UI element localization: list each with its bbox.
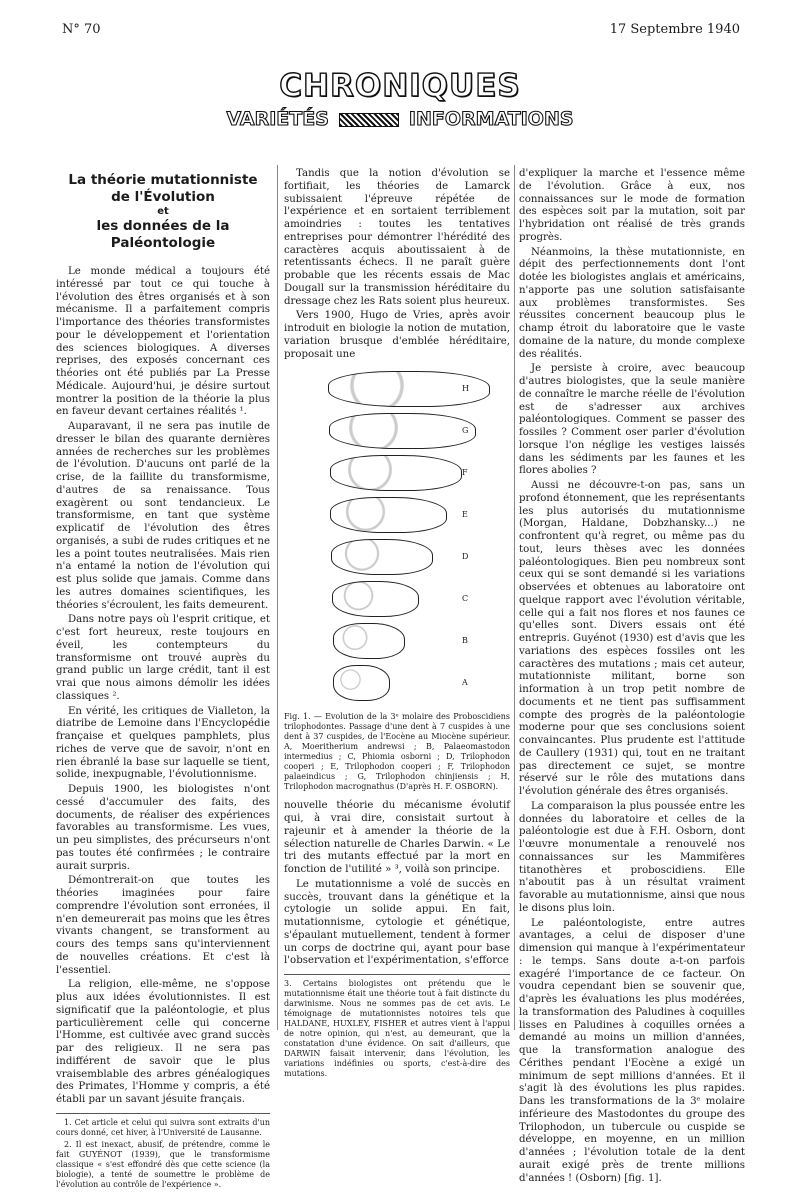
issue-number: N° 70 xyxy=(62,22,101,37)
masthead-subtitle xyxy=(0,108,800,130)
paragraph: La comparaison la plus poussée entre les données du laboratoire et celles de la paléontologie est due à F.H. Osborn, dont l'œuvre monumentale a renouvelé nos connaissances sur les Mammifères titanothères et proboscidiens. Elle n'aboutit pas à un résultat vraiment favorable au mutationnisme, ainsi que nous le disons plus loin. xyxy=(519,800,745,914)
figure-molars xyxy=(284,363,510,708)
paragraph: En vérité, les critiques de Vialleton, la diatribe de Lemoine dans l'Encyclopédie française et quelques pamphlets, plus riches de verve que de savoir, n'ont en rien ébranlé la base sur laquelle se tient, solide, inexpugnable, l'évolutionnisme. xyxy=(56,705,270,781)
paragraph: Démontrerait-on que toutes les théories imaginées pour faire comprendre l'évolution sont erronées, il n'en demeurerait pas moins que les êtres vivants changent, se transforment au cours des temps sans qu'interviennent de nouvelles créations. Et c'est là l'essentiel. xyxy=(56,875,270,976)
paragraph: Le monde médical a toujours été intéressé par tout ce qui touche à l'évolution des êtres organisés et à son mécanisme. Il a parfaitement compris l'importance des théories transformistes pour le développement et l'orientation des sciences biologiques. A diverses reprises, des exposés concernant ces théories ont été publiés par La Presse Médicale. Aujourd'hui, je désire surtout montrer la position de la théorie la plus en faveur devant certaines réalités ¹. xyxy=(56,266,270,418)
masthead-title: CHRONIQUES xyxy=(279,68,521,104)
molar-drawing xyxy=(330,497,447,533)
figure-letter: F xyxy=(462,468,468,478)
paragraph: Dans notre pays où l'esprit critique, et c'est fort heureux, reste toujours en éveil, les contempteurs du transformisme ont trouvé auprès du grand public un large crédit, tant il est vrai que nous aimons démolir les idées classiques ². xyxy=(56,614,270,702)
paragraph: La religion, elle-même, ne s'oppose plus aux idées évolutionnistes. Il est significatif que la paléontologie, et plus particulièrement celle qui concerne l'Homme, est cultivée avec grand succès par des religieux. Il ne sera pas indifférent de savoir que le plus vraisemblable des arbres généalogiques des Primates, l'Homme y compris, a été établi par un savant jésuite français. xyxy=(56,979,270,1105)
title-line-2: de l'Évolution xyxy=(111,189,215,205)
figure-letter: E xyxy=(462,510,468,520)
figure-letter: G xyxy=(462,426,469,436)
figure-letter: A xyxy=(462,678,468,688)
footnotes xyxy=(56,1113,270,1190)
figure-letter: C xyxy=(462,594,469,604)
column-rule xyxy=(277,165,278,1030)
title-line-1: La théorie mutationniste xyxy=(68,172,258,188)
column-1 xyxy=(56,172,270,1192)
figure-letter: D xyxy=(462,552,469,562)
figure-letter: B xyxy=(462,636,468,646)
paragraph: Aussi ne découvre-t-on pas, sans un profond étonnement, que les représentants les plus autorisés du mutationnisme (Morgan, Haldane, Dobzhansky...) ne confrontent qu'à regret, ou même pas du tout, leurs thèses avec les données paléontologiques. Bien peu nombreux sont ceux qui se sont demandé si les variations observées et obtenues au laboratoire ont quelque rapport avec l'évolution véritable, celle qui a fait nos flores et nos faunes ce qu'elles sont. Divers essais ont été entrepris. Guyénot (1930) est d'avis que les variations des espèces fossiles ont les caractères des mutations ; mais cet auteur, mutationniste militant, borne son information à un trop petit nombre de documents et ne tient pas suffisamment compte des progrès de la paléontologie moderne pour que ses conclusions soient convaincantes. Plus prudente est l'attitude de Caullery (1931) qui, tout en ne traitant pas directement ce sujet, se montre réservé sur le rôle des mutations dans l'évolution générale des êtres organisés. xyxy=(519,480,745,797)
molar-drawing xyxy=(333,623,405,659)
paragraph: Depuis 1900, les biologistes n'ont cessé d'accumuler des faits, des documents, de réaliser des expériences favorables au transformisme. Les vues, un peu simplistes, des précurseurs n'ont pas toutes été confirmées ; le contraire aurait surpris. xyxy=(56,784,270,872)
issue-date: 17 Septembre 1940 xyxy=(609,22,740,37)
column-rule xyxy=(514,165,515,1030)
figure-letter: H xyxy=(462,384,469,394)
masthead-varietes: VARIÉTÉS xyxy=(226,108,329,130)
ornament-separator xyxy=(339,113,399,127)
paragraph: Le mutationnisme a volé de succès en succès, trouvant dans la génétique et la cytologie un solide appui. En fait, mutationnisme, cytologie et génétique, s'épaulant mutuellement, tendent à former un corps de doctrine qui, ayant pour base l'observation et l'expérimentation, s'efforce xyxy=(284,878,510,967)
masthead-informations: INFORMATIONS xyxy=(408,108,574,130)
title-et: et xyxy=(157,206,169,217)
figure-caption: Fig. 1. — Evolution de la 3ᵉ molaire des Proboscidiens trilophodontes. Passage d'une dent à 7 cuspides à une dent à 37 cuspides, de l'Eocène au Miocène supérieur. A, Moeritherium andrewsi ; B, Palaeomastodon intermedius ; C, Phiomia osborni ; D, Trilophodon cooperi ; E, Trilophodon cooperi ; F, Trilophodon palaeindicus ; G, Trilophodon chinjiensis ; H, Trilophodon macrognathus (D'après H. F. OSBORN). xyxy=(284,712,510,792)
paragraph: Vers 1900, Hugo de Vries, après avoir introduit en biologie la notion de mutation, variation brusque d'emblée héréditaire, proposait une xyxy=(284,310,510,360)
column-2 xyxy=(284,168,510,1079)
paragraph: Auparavant, il ne sera pas inutile de dresser le bilan des quarante dernières années de recherches sur les problèmes de l'évolution. D'aucuns ont parlé de la crise, de la faillite du transformisme, d'autres de sa renaissance. Tous exagèrent ou sont tendancieux. Le transformisme, en tant que système explicatif de l'évolution des êtres organisés, a subi de rudes critiques et ne les a point toutes neutralisées. Mais rien n'a entamé la notion de l'évolution qui est plus solide que jamais. Comme dans les autres domaines scientifiques, les théories s'écroulent, les faits demeurent. xyxy=(56,421,270,611)
footnote: 2. Il est inexact, abusif, de prétendre, comme le fait GUYÉNOT (1939), que le transformisme classique « s'est effondré dès que cette science (la biologie), a tenté de soumettre le problème de l'évolution au contrôle de l'expérience ». xyxy=(56,1139,270,1189)
paragraph: d'expliquer la marche et l'essence même de l'évolution. Grâce à eux, nos connaissances sur le mode de formation des espèces soit par la mutation, soit par l'hybridation ont réalisé de très grands progrès. xyxy=(519,168,745,243)
footnote-3: 3. Certains biologistes ont prétendu que le mutationnisme était une théorie tout à fait distincte du darwinisme. Nous ne sommes pas de cet avis. Le témoignage de mutationnistes notoires tels que HALDANE, HUXLEY, FISHER et autres vient à l'appui de notre opinion, qui n'est, au demeurant, que la constatation d'une évidence. On sait d'ailleurs, que DARWIN faisait intervenir, dans l'évolution, les variations indéfinies ou sports, c'est-à-dire des mutations. xyxy=(284,974,510,1079)
paragraph: Le paléontologiste, entre autres avantages, a celui de disposer d'une dimension qui manque à l'expérimentateur : le temps. Sans doute a-t-on parfois exagéré l'importance de ce facteur. On voudra cependant bien se souvenir que, d'après les évaluations les plus modérées, la transformation des Paludines à coquilles lisses en Paludines à coquilles ornées a demandé au moins un million d'années, que la transformation analogue des Cérithes pendant l'Eocène a exigé un minimum de sept millions d'années. Et il s'agit là des évolutions les plus rapides. Dans les transformations de la 3ᵉ molaire inférieure des Mastodontes du groupe des Trilophodon, un tubercule ou cuspide se développe, en moyenne, en un million d'années ; l'évolution totale de la dent aurait exigé près de trente millions d'années ! (Osborn) [fig. 1]. xyxy=(519,917,745,1184)
molar-drawing xyxy=(331,539,433,575)
molar-drawing xyxy=(332,581,419,617)
paragraph: Néanmoins, la thèse mutationniste, en dépit des perfectionnements dont l'ont dotée les biologistes anglais et américains, n'apporte pas une solution satisfaisante aux problèmes transformistes. Ses réussites concernent beaucoup plus le champ étroit du laboratoire que le vaste domaine de la nature, du monde complexe des réalités. xyxy=(519,246,745,360)
footnote: 1. Cet article et celui qui suivra sont extraits d'un cours donné, cet hiver, à l'Université de Lausanne. xyxy=(56,1117,270,1137)
paragraph: Je persiste à croire, avec beaucoup d'autres biologistes, que la seule manière de connaître le marche réelle de l'évolution est de s'adresser aux archives paléontologiques. Comment se passer des fossiles ? Comment oser parler d'évolution lorsque l'on néglige les vestiges laissés dans les sédiments par les faunes et les flores abolies ? xyxy=(519,363,745,477)
title-line-3: les données de la Paléontologie xyxy=(96,218,230,251)
column-3 xyxy=(519,168,745,1187)
molar-drawing xyxy=(333,665,390,701)
paragraph: Tandis que la notion d'évolution se fortifiait, les théories de Lamarck subissaient l'épreuve répétée de l'expérience et en sortaient terriblement amoindries : toutes les tentatives entreprises pour démontrer l'hérédité des caractères acquis aboutissaient à de retentissants échecs. Il ne paraît guère probable que les récents essais de Mac Dougall sur la transmission héréditaire du dressage chez les Rats soient plus heureux. xyxy=(284,168,510,307)
molar-drawing xyxy=(330,455,462,491)
molar-drawing xyxy=(329,413,476,449)
paragraph: nouvelle théorie du mécanisme évolutif qui, à vrai dire, consistait surtout à rajeunir et à amender la théorie de la sélection naturelle de Charles Darwin. « Le tri des mutants effectué par la mort en fonction de l'utilité » ³, voilà son principe. xyxy=(284,800,510,875)
article-title xyxy=(56,172,270,252)
